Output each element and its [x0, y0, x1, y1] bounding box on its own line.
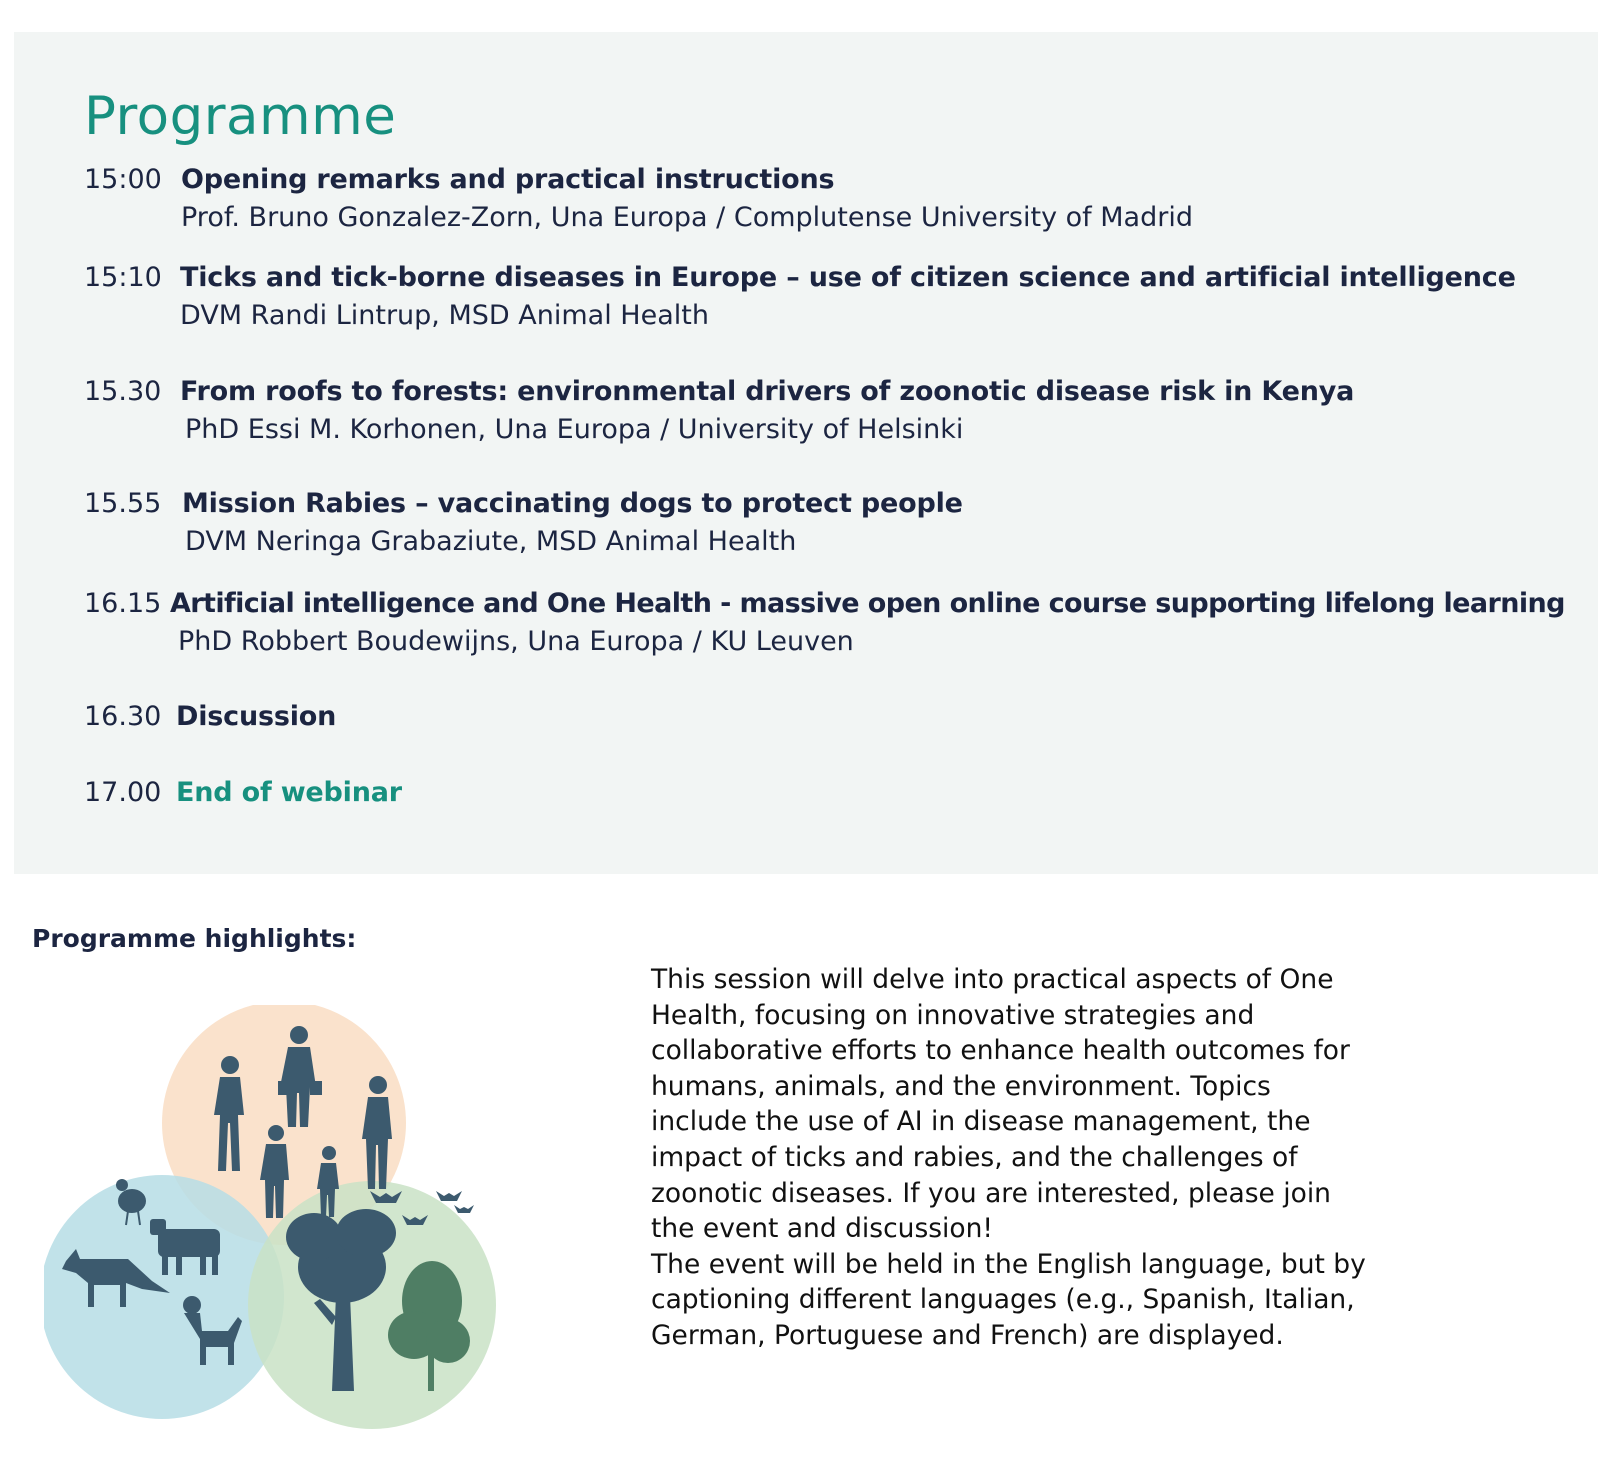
- session-title: From roofs to forests: environmental drivers of zoonotic disease risk in Kenya: [180, 376, 1355, 407]
- programme-title: Programme: [84, 86, 397, 147]
- session-title: Mission Rabies – vaccinating dogs to protect people: [182, 488, 963, 519]
- description-paragraph: The event will be held in the English language, but by captioning different languages (e.g., Spanish, Italian, German, Portuguese and French) are displayed.: [651, 1248, 1366, 1351]
- session-time: 15.30: [84, 376, 162, 407]
- one-health-illustration: [44, 1005, 514, 1445]
- session-time: 15:10: [84, 262, 162, 293]
- session-speaker: PhD Essi M. Korhonen, Una Europa / University of Helsinki: [185, 414, 964, 445]
- highlights-description: [651, 962, 1371, 1354]
- session-speaker: DVM Randi Lintrup, MSD Animal Health: [180, 300, 709, 331]
- session-speaker: PhD Robbert Boudewijns, Una Europa / KU Leuven: [178, 626, 854, 657]
- session-time: 17.00: [84, 777, 162, 808]
- session-time: 15:00: [84, 164, 162, 195]
- session-speaker: DVM Neringa Grabaziute, MSD Animal Health: [185, 526, 797, 557]
- session-time: 15.55: [84, 488, 162, 519]
- session-title: Artificial intelligence and One Health - massive open online course supporting lifelong learning: [170, 588, 1565, 619]
- highlights-heading: Programme highlights:: [32, 924, 357, 953]
- session-time: 16.15: [84, 588, 162, 619]
- session-time: 16.30: [84, 701, 162, 732]
- session-title: Discussion: [176, 701, 337, 732]
- session-title: Ticks and tick-borne diseases in Europe – use of citizen science and artificial intelligence: [180, 262, 1516, 293]
- programme-panel: [14, 32, 1598, 874]
- animals-circle: [44, 1175, 284, 1419]
- session-speaker: Prof. Bruno Gonzalez-Zorn, Una Europa / Complutense University of Madrid: [181, 202, 1193, 233]
- session-title: Opening remarks and practical instructions: [181, 164, 835, 195]
- session-title: End of webinar: [176, 777, 402, 808]
- description-paragraph: This session will delve into practical aspects of One Health, focusing on innovative strategies and collaborative efforts to enhance health outcomes for humans, animals, and the environment. Topics include the use of AI in disease management, the impact of ticks and rabies, and the challenges of zoonotic diseases. If you are interested, please join the event and discussion!: [651, 964, 1350, 1245]
